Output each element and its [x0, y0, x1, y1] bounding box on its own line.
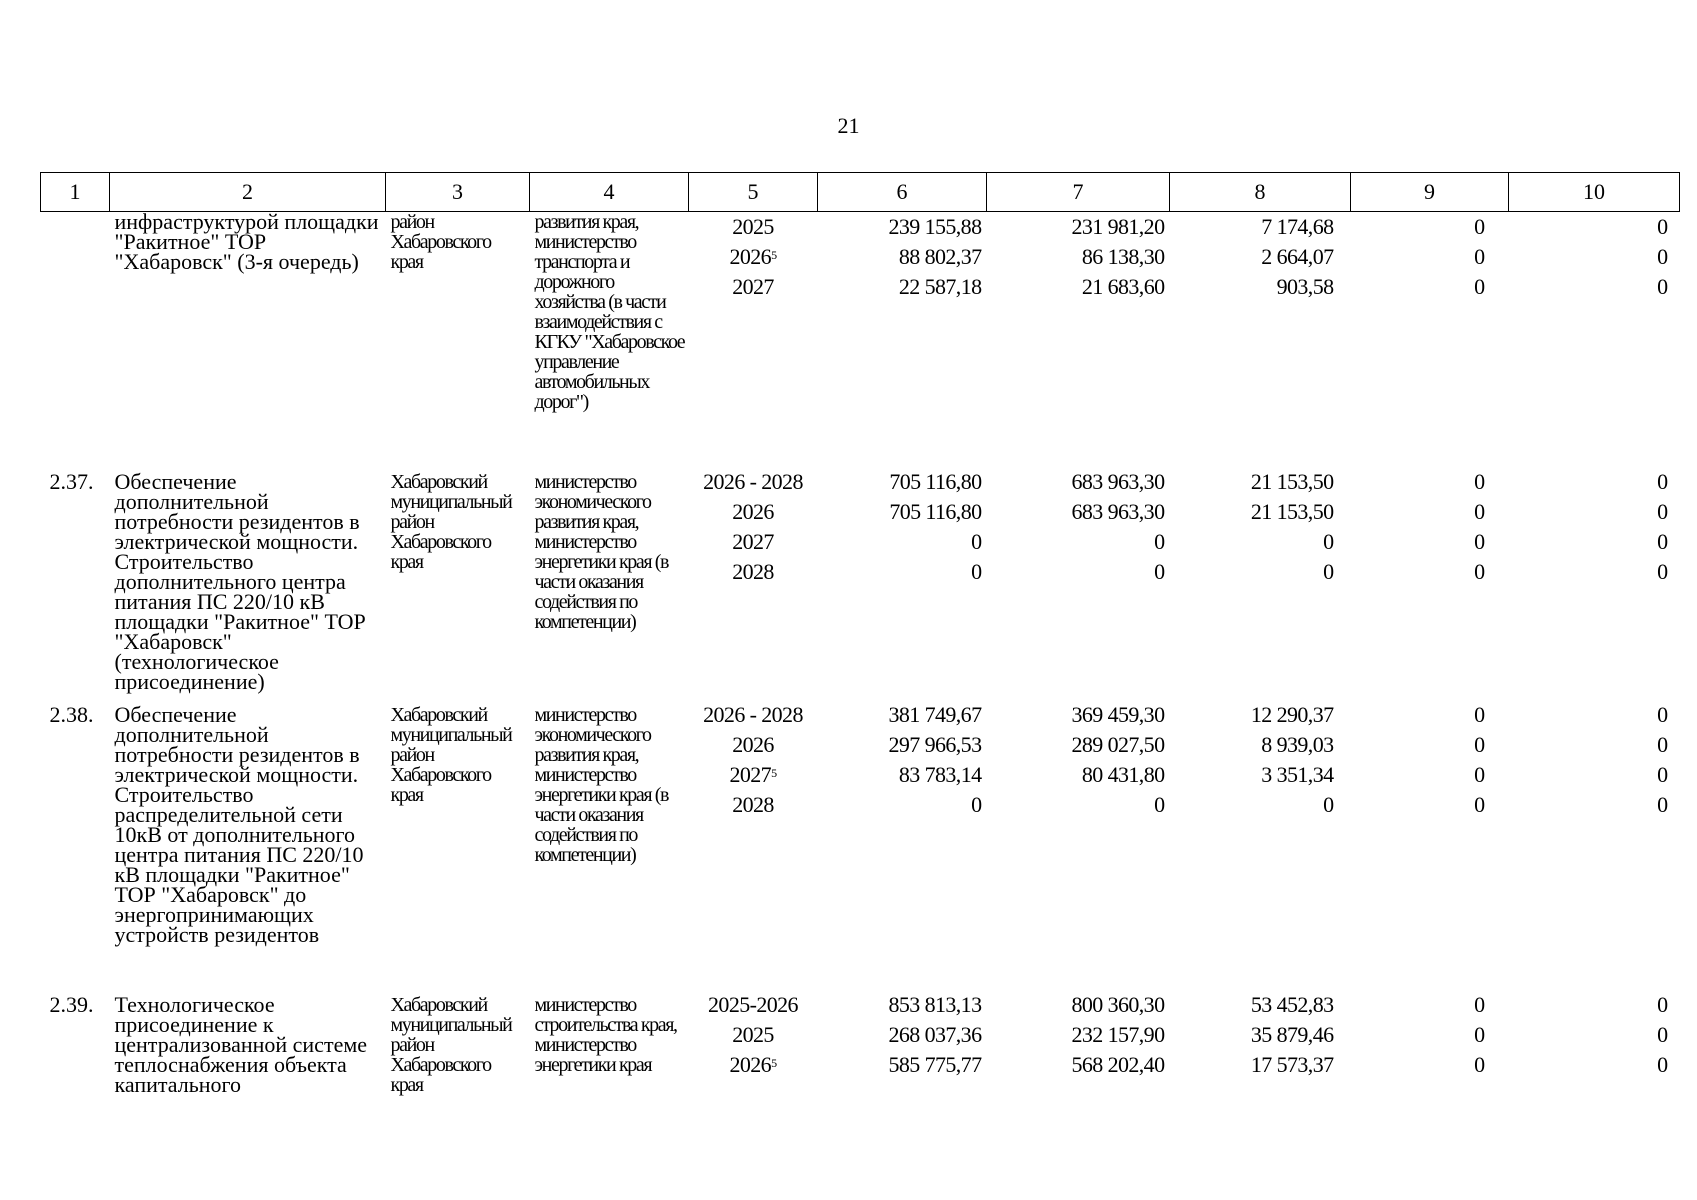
table-row: [41, 212, 1680, 467]
event-name: Обеспечение дополнительной потребности резидентов в электрической мощности. Строительство дополнительного центра питания ПС 220/10 кВ площадки "Ракитное" ТОР "Хабаровск" (технологическое присоединение): [114, 468, 366, 694]
regional-amount-column: [1170, 700, 1351, 990]
column-header-10: 10: [1509, 173, 1680, 212]
total-amount-column: [818, 212, 987, 467]
regional-amount-value: 21 153,50: [1250, 468, 1334, 494]
total-amount-value: 705 116,80: [889, 498, 982, 524]
federal-amount-value: 21 683,60: [1081, 274, 1165, 299]
total-amount-value: 585 775,77: [888, 1051, 982, 1077]
row-number: 2.39.: [49, 991, 94, 1017]
regional-amount-value: 0: [1323, 791, 1334, 817]
total-amount-value: 268 037,36: [888, 1021, 982, 1047]
row-number: [41, 212, 110, 467]
event-name: инфраструктурой площадки "Ракитное" ТОР "Хабаровск" (3-я очередь): [114, 209, 379, 274]
period-year: [689, 990, 818, 1020]
territory: Хабаровский муниципальный район Хабаровского края: [390, 993, 512, 1096]
period-year-value: 2026: [732, 498, 774, 524]
table-row: [41, 700, 1680, 990]
other-amount: [1509, 242, 1680, 272]
executor: министерство строительства края, министерство энергетики края: [534, 993, 677, 1076]
local-amount-value: 0: [1474, 274, 1485, 299]
federal-amount-value: 0: [1154, 558, 1165, 584]
local-amount-value: 0: [1474, 1051, 1485, 1077]
local-amount-value: 0: [1474, 1021, 1485, 1047]
local-amount: [1351, 760, 1509, 790]
period-year-value: 2026 - 2028: [703, 701, 803, 727]
other-amount: [1509, 272, 1680, 302]
local-amount-value: 0: [1474, 468, 1485, 494]
period-year-value: 2027: [732, 528, 774, 554]
total-amount: [818, 1050, 987, 1080]
other-amount-column: [1509, 990, 1680, 1110]
period-year: [689, 760, 818, 790]
federal-amount: [987, 760, 1170, 790]
regional-amount: [1170, 242, 1351, 272]
period-year-value: 2027: [729, 761, 772, 787]
total-amount: [818, 497, 987, 527]
federal-amount-column: [987, 467, 1170, 700]
total-amount: [818, 990, 987, 1020]
total-amount: [818, 700, 987, 730]
federal-amount-value: 80 431,80: [1081, 761, 1165, 787]
regional-amount-value: 35 879,46: [1250, 1021, 1334, 1047]
local-amount-value: 0: [1474, 991, 1485, 1017]
other-amount-value: 0: [1657, 791, 1668, 817]
period-year-value: 2026: [732, 731, 774, 757]
federal-amount-value: 369 459,30: [1071, 701, 1165, 727]
total-amount-value: 381 749,67: [888, 701, 982, 727]
column-header-9: 9: [1351, 173, 1509, 212]
period-year-value: 2028: [732, 558, 774, 584]
other-amount-value: 0: [1657, 1051, 1668, 1077]
regional-amount-value: 2 664,07: [1261, 244, 1334, 269]
federal-amount-value: 86 138,30: [1081, 244, 1165, 269]
other-amount: [1509, 760, 1680, 790]
other-amount: [1509, 730, 1680, 760]
other-amount: [1509, 212, 1680, 242]
regional-amount: [1170, 1050, 1351, 1080]
regional-amount: [1170, 990, 1351, 1020]
regional-amount: [1170, 760, 1351, 790]
regional-amount: [1170, 212, 1351, 242]
federal-amount-column: [987, 212, 1170, 467]
regional-amount: [1170, 557, 1351, 587]
local-amount-value: 0: [1474, 528, 1485, 554]
total-amount: [818, 1020, 987, 1050]
federal-amount: [987, 497, 1170, 527]
footnote-marker: 5: [771, 248, 777, 262]
period-year-column: [689, 990, 818, 1110]
column-header-1: 1: [41, 173, 110, 212]
event-name: Технологическое присоединение к централизованной системе теплоснабжения объекта капитального: [114, 991, 368, 1097]
regional-amount-value: 12 290,37: [1250, 701, 1334, 727]
total-amount-column: [818, 467, 987, 700]
column-header-3: 3: [386, 173, 530, 212]
period-year-value: 2026: [729, 1051, 772, 1077]
executor: министерство экономического развития края, министерство энергетики края (в части оказания содействия по компетенции): [534, 703, 669, 866]
other-amount-value: 0: [1657, 761, 1668, 787]
local-amount: [1351, 730, 1509, 760]
other-amount-value: 0: [1657, 991, 1668, 1017]
period-year-value: 2026: [729, 244, 772, 269]
regional-amount-value: 8 939,03: [1261, 731, 1334, 757]
total-amount-value: 0: [971, 558, 982, 584]
regional-amount-column: [1170, 212, 1351, 467]
total-amount-value: 0: [971, 528, 982, 554]
total-amount-value: 705 116,80: [889, 468, 982, 494]
other-amount-column: [1509, 700, 1680, 990]
table-row: [41, 990, 1680, 1110]
column-header-2: 2: [110, 173, 386, 212]
territory: Хабаровский муниципальный район Хабаровского края: [390, 470, 512, 573]
territory: Хабаровский муниципальный район Хабаровского края: [390, 703, 512, 806]
federal-amount-value: 683 963,30: [1071, 468, 1165, 494]
regional-amount-value: 53 452,83: [1250, 991, 1334, 1017]
other-amount-value: 0: [1657, 214, 1668, 239]
federal-amount-value: 568 202,40: [1071, 1051, 1165, 1077]
column-header-5: 5: [689, 173, 818, 212]
federal-amount: [987, 557, 1170, 587]
federal-amount: [987, 790, 1170, 820]
local-amount: [1351, 700, 1509, 730]
regional-amount: [1170, 527, 1351, 557]
total-amount-value: 239 155,88: [888, 214, 982, 239]
local-amount: [1351, 557, 1509, 587]
federal-amount-value: 683 963,30: [1071, 498, 1165, 524]
total-amount: [818, 557, 987, 587]
federal-amount-value: 231 981,20: [1071, 214, 1165, 239]
period-year: [689, 790, 818, 820]
regional-amount-value: 0: [1323, 528, 1334, 554]
total-amount-value: 88 802,37: [898, 244, 982, 269]
federal-amount: [987, 527, 1170, 557]
federal-amount-value: 0: [1154, 528, 1165, 554]
federal-amount: [987, 272, 1170, 302]
regional-amount: [1170, 700, 1351, 730]
other-amount: [1509, 1050, 1680, 1080]
regional-amount: [1170, 730, 1351, 760]
local-amount-value: 0: [1474, 791, 1485, 817]
federal-amount: [987, 212, 1170, 242]
federal-amount: [987, 700, 1170, 730]
other-amount: [1509, 700, 1680, 730]
period-year-value: 2025-2026: [708, 991, 798, 1017]
local-amount: [1351, 497, 1509, 527]
other-amount-value: 0: [1657, 498, 1668, 524]
period-year: [689, 212, 818, 242]
regional-amount-value: 3 351,34: [1261, 761, 1334, 787]
total-amount-column: [818, 990, 987, 1110]
regional-amount-value: 21 153,50: [1250, 498, 1334, 524]
total-amount: [818, 760, 987, 790]
local-amount: [1351, 467, 1509, 497]
local-amount-value: 0: [1474, 558, 1485, 584]
total-amount: [818, 242, 987, 272]
federal-amount: [987, 467, 1170, 497]
local-amount-value: 0: [1474, 214, 1485, 239]
local-amount-value: 0: [1474, 701, 1485, 727]
federal-amount-value: 800 360,30: [1071, 991, 1165, 1017]
regional-amount-value: 17 573,37: [1250, 1051, 1334, 1077]
other-amount: [1509, 990, 1680, 1020]
executor: министерство экономического развития края, министерство энергетики края (в части оказания содействия по компетенции): [534, 470, 669, 633]
total-amount-value: 853 813,13: [888, 991, 982, 1017]
other-amount-value: 0: [1657, 701, 1668, 727]
period-year-value: 2026 - 2028: [703, 468, 803, 494]
local-amount-column: [1351, 212, 1509, 467]
federal-amount-value: 232 157,90: [1071, 1021, 1165, 1047]
period-year-column: [689, 700, 818, 990]
regional-amount-column: [1170, 990, 1351, 1110]
budget-table: [40, 172, 1680, 1110]
column-header-6: 6: [818, 173, 987, 212]
regional-amount: [1170, 497, 1351, 527]
other-amount: [1509, 467, 1680, 497]
federal-amount-column: [987, 990, 1170, 1110]
local-amount-value: 0: [1474, 244, 1485, 269]
total-amount-value: 83 783,14: [898, 761, 982, 787]
column-header-7: 7: [987, 173, 1170, 212]
federal-amount: [987, 1050, 1170, 1080]
period-year: [689, 527, 818, 557]
regional-amount: [1170, 272, 1351, 302]
local-amount-column: [1351, 990, 1509, 1110]
federal-amount-column: [987, 700, 1170, 990]
footnote-marker: 5: [771, 765, 777, 780]
total-amount: [818, 212, 987, 242]
footnote-marker: 5: [771, 1055, 777, 1070]
period-year: [689, 1020, 818, 1050]
period-year: [689, 700, 818, 730]
local-amount-value: 0: [1474, 731, 1485, 757]
period-year: [689, 272, 818, 302]
table-row: [41, 467, 1680, 700]
column-header-4: 4: [530, 173, 689, 212]
period-year: [689, 1050, 818, 1080]
other-amount: [1509, 497, 1680, 527]
total-amount: [818, 527, 987, 557]
other-amount-column: [1509, 212, 1680, 467]
regional-amount: [1170, 1020, 1351, 1050]
other-amount-value: 0: [1657, 244, 1668, 269]
regional-amount-value: 7 174,68: [1261, 214, 1334, 239]
local-amount: [1351, 990, 1509, 1020]
regional-amount-column: [1170, 467, 1351, 700]
federal-amount-value: 289 027,50: [1071, 731, 1165, 757]
local-amount-value: 0: [1474, 761, 1485, 787]
other-amount-value: 0: [1657, 731, 1668, 757]
other-amount-column: [1509, 467, 1680, 700]
other-amount-value: 0: [1657, 1021, 1668, 1047]
period-year: [689, 497, 818, 527]
period-year-value: 2025: [732, 1021, 774, 1047]
table-body: [41, 209, 1680, 1110]
total-amount-value: 297 966,53: [888, 731, 982, 757]
period-year-column: [689, 467, 818, 700]
total-amount-value: 22 587,18: [898, 274, 982, 299]
row-number: 2.37.: [49, 468, 94, 494]
event-name: Обеспечение дополнительной потребности резидентов в электрической мощности. Строительство распределительной сети 10кВ от дополнительного центра питания ПС 220/10 кВ площадки "Ракитное" ТОР "Хабаровск" до энергопринимающих устройств резидентов: [114, 701, 364, 947]
regional-amount: [1170, 790, 1351, 820]
local-amount: [1351, 242, 1509, 272]
row-number: 2.38.: [49, 701, 94, 727]
period-year-column: [689, 212, 818, 467]
federal-amount: [987, 1020, 1170, 1050]
local-amount: [1351, 1050, 1509, 1080]
header-row: [41, 173, 1680, 212]
local-amount: [1351, 1020, 1509, 1050]
period-year: [689, 730, 818, 760]
federal-amount: [987, 242, 1170, 272]
regional-amount: [1170, 467, 1351, 497]
period-year-value: 2025: [732, 214, 774, 239]
regional-amount-value: 903,58: [1276, 274, 1334, 299]
local-amount-value: 0: [1474, 498, 1485, 524]
local-amount: [1351, 212, 1509, 242]
period-year-value: 2028: [732, 791, 774, 817]
other-amount: [1509, 557, 1680, 587]
period-year: [689, 557, 818, 587]
other-amount-value: 0: [1657, 558, 1668, 584]
other-amount: [1509, 1020, 1680, 1050]
regional-amount-value: 0: [1323, 558, 1334, 584]
page-number: 21: [837, 113, 860, 138]
column-header-8: 8: [1170, 173, 1351, 212]
local-amount: [1351, 272, 1509, 302]
local-amount-column: [1351, 467, 1509, 700]
other-amount-value: 0: [1657, 528, 1668, 554]
total-amount-value: 0: [971, 791, 982, 817]
other-amount-value: 0: [1657, 274, 1668, 299]
total-amount: [818, 272, 987, 302]
local-amount: [1351, 527, 1509, 557]
executor: развития края, министерство транспорта и дорожного хозяйства (в части взаимодействия с КГКУ "Хабаровское управление автомобильных дорог"): [534, 211, 685, 413]
other-amount: [1509, 527, 1680, 557]
local-amount-column: [1351, 700, 1509, 990]
federal-amount: [987, 730, 1170, 760]
total-amount: [818, 467, 987, 497]
federal-amount: [987, 990, 1170, 1020]
federal-amount-value: 0: [1154, 791, 1165, 817]
territory: район Хабаровского края: [390, 211, 491, 273]
total-amount: [818, 730, 987, 760]
other-amount-value: 0: [1657, 468, 1668, 494]
total-amount-column: [818, 700, 987, 990]
other-amount: [1509, 790, 1680, 820]
period-year: [689, 242, 818, 272]
total-amount: [818, 790, 987, 820]
local-amount: [1351, 790, 1509, 820]
period-year-value: 2027: [732, 274, 774, 299]
period-year: [689, 467, 818, 497]
